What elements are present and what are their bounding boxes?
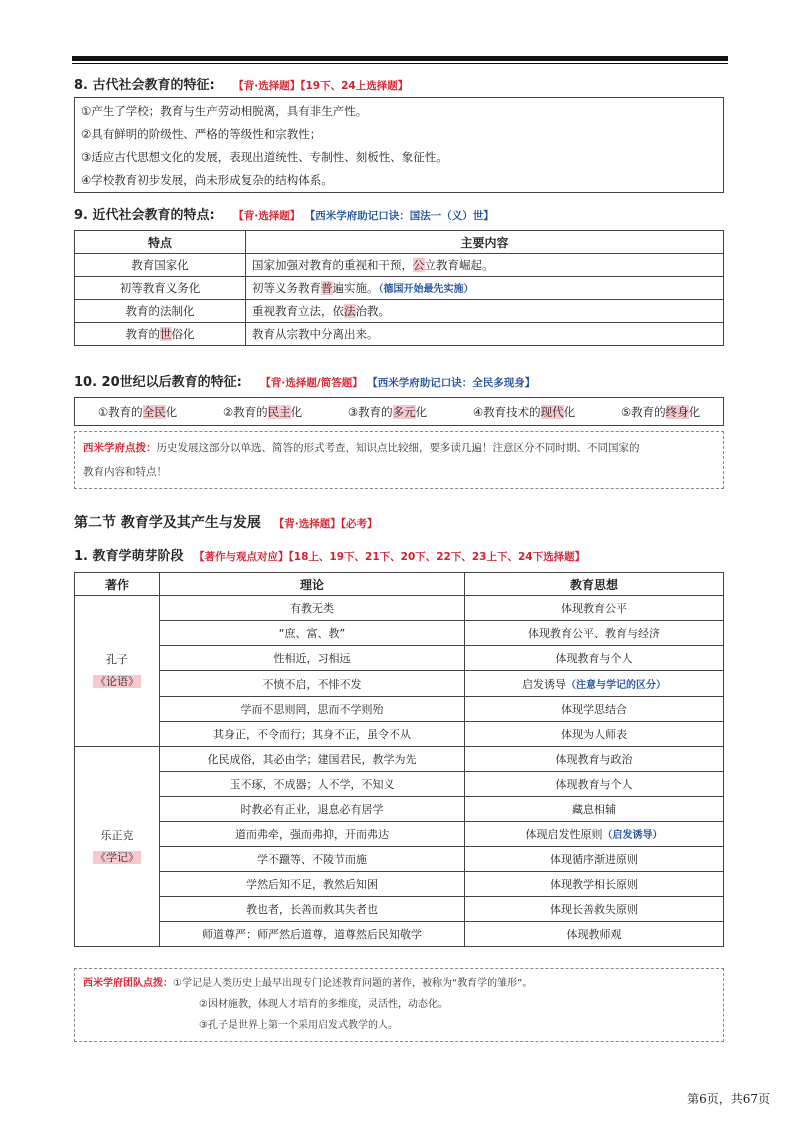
feature-cell: 教育国家化 [75, 254, 246, 277]
table-row [75, 772, 724, 797]
author-name: 孔子 [106, 653, 128, 666]
idea-cell: 体现教育与个人 [465, 646, 724, 671]
idea-cell: 体现教师观 [465, 922, 724, 947]
work-cell-kongzi [75, 596, 160, 747]
trait-item: ④教育技术的现代化 [472, 404, 576, 419]
theory-cell: 性相近，习相远 [160, 646, 465, 671]
s9-mnemonic: 【西米学府助记口诀：国法一（义）世】 [304, 210, 494, 222]
tip-text: ③孔子是世界上第一个采用启发式教学的人。 [199, 1020, 398, 1031]
idea-cell: 体现学思结合 [465, 696, 724, 721]
author-name: 乐正克 [100, 828, 134, 842]
s8-item: ③适应古代思想文化的发展，表现出道统性、专制性、刻板性、象征性。 [81, 150, 448, 164]
theory-cell: 时教必有正业，退息必有居学 [160, 797, 465, 822]
idea-cell: 体现教育与个人 [465, 772, 724, 797]
s8-tag: 【背·选择题】【19下、24上选择题】 [233, 80, 409, 92]
s1-table [74, 572, 724, 947]
col-idea: 教育思想 [465, 573, 724, 596]
s8-heading [74, 74, 408, 93]
theory-cell: 学而不思则罔，思而不学则殆 [160, 696, 465, 721]
tip-text: 教育内容和特点！ [83, 466, 167, 478]
s8-title: 8. 古代社会教育的特征: [74, 78, 215, 93]
content-cell: 教育从宗教中分离出来。 [246, 323, 724, 346]
trait-item: ②教育的民主化 [222, 404, 303, 419]
theory-cell: 教也者，长善而救其失者也 [160, 897, 465, 922]
note-text: （启发诱导） [602, 830, 663, 841]
table-row [75, 696, 724, 721]
content-cell: 国家加强对教育的重视和干预，公立教育崛起。 [246, 254, 724, 277]
s1-tag: 【著作与观点对应】【18上、19下、21下、20下、22下、23上下、24下选择题】 [194, 551, 586, 563]
book-title: 《学记》 [95, 850, 139, 864]
s9-table [74, 230, 724, 346]
trait-item: ①教育的全民化 [97, 404, 178, 419]
theory-cell: 化民成俗，其必由学；建国君民，教学为先 [160, 747, 465, 772]
s8-item: ④学校教育初步发展，尚未形成复杂的结构体系。 [81, 173, 333, 187]
feature-cell: 教育的法制化 [75, 300, 246, 323]
s8-box [74, 97, 724, 193]
s10-heading [74, 371, 535, 390]
theory-cell: 学不躐等、不陵节而施 [160, 847, 465, 872]
idea-cell: 体现长善救失原则 [465, 897, 724, 922]
theory-cell: 师道尊严：师严然后道尊，道尊然后民知敬学 [160, 922, 465, 947]
s9-tag: 【背·选择题】 [233, 210, 301, 222]
idea-cell: 体现为人师表 [465, 721, 724, 746]
s1-title: 1. 教育学萌芽阶段 [74, 549, 184, 564]
idea-cell: 启发诱导（注意与学记的区分） [465, 671, 724, 696]
content-cell: 初等义务教育普遍实施。（德国开始最先实施） [246, 277, 724, 300]
s10-mnemonic: 【西米学府助记口诀：全民多现身】 [367, 377, 536, 389]
s1-heading [74, 545, 585, 564]
s8-item: ①产生了学校；教育与生产劳动相脱离，具有非生产性。 [81, 104, 368, 118]
idea-cell: 体现教育公平 [465, 596, 724, 621]
idea-cell: 藏息相辅 [465, 797, 724, 822]
tip-label: 西米学府点拨： [83, 442, 157, 454]
table-row [75, 621, 724, 646]
table-header [75, 573, 724, 596]
section-title: 第二节 教育学及其产生与发展 【背·选择题】【必考】 [74, 515, 378, 531]
work-cell-yuezheng [75, 747, 160, 947]
table-row [75, 254, 724, 277]
s10-traits [74, 397, 724, 426]
col-theory: 理论 [160, 573, 465, 596]
idea-cell: 体现教学相长原则 [465, 872, 724, 897]
table-row [75, 671, 724, 696]
note-text: （注意与学记的区分） [566, 679, 666, 691]
header-rule-thin [72, 63, 728, 64]
s10-tag: 【背·选择题/简答题】 [260, 377, 363, 389]
table-row [75, 277, 724, 300]
theory-cell: 有教无类 [160, 596, 465, 621]
table-row [75, 847, 724, 872]
theory-cell: “庶、富、教” [160, 621, 465, 646]
s8-item: ②具有鲜明的阶级性、严格的等级性和宗教性； [81, 127, 322, 141]
trait-item: ⑤教育的终身化 [620, 404, 701, 419]
table-row [75, 747, 724, 772]
note-text: （德国开始最先实施） [378, 284, 474, 295]
s1-tip [74, 968, 724, 1042]
theory-cell: 玉不琢，不成器；人不学，不知义 [160, 772, 465, 797]
s10-tip [74, 431, 724, 489]
book-title: 《论语》 [95, 675, 139, 688]
table-row [75, 897, 724, 922]
feature-cell: 初等教育义务化 [75, 277, 246, 300]
table-row [75, 822, 724, 847]
content-cell: 重视教育立法，依法治教。 [246, 300, 724, 323]
s10-title: 10. 20世纪以后教育的特征: [74, 375, 242, 390]
col-content: 主要内容 [246, 231, 724, 254]
theory-cell: 其身正，不令而行；其身不正，虽令不从 [160, 721, 465, 746]
trait-item: ③教育的多元化 [347, 404, 428, 419]
table-row [75, 721, 724, 746]
feature-cell: 教育的世俗化 [75, 323, 246, 346]
table-row [75, 872, 724, 897]
tip-text: 历史发展这部分以单选、简答的形式考查，知识点比较细，要多读几遍！注意区分不同时期、不同国家的 [156, 442, 640, 454]
tip-text: ②因材施教，体现人才培育的多维度，灵活性，动态化。 [199, 999, 448, 1010]
table-row [75, 922, 724, 947]
tip-text: ①学记是人类历史上最早出现专门论述教育问题的著作，被称为“教育学的雏形”。 [173, 978, 533, 989]
table-row [75, 596, 724, 621]
tip-label: 西米学府团队点拨： [83, 978, 173, 989]
idea-cell: 体现循序渐进原则 [465, 847, 724, 872]
header-rule [72, 56, 728, 61]
theory-cell: 学然后知不足，教然后知困 [160, 872, 465, 897]
s9-heading [74, 204, 494, 223]
table-row [75, 300, 724, 323]
s9-title: 9. 近代社会教育的特点: [74, 208, 215, 223]
idea-cell: 体现启发性原则（启发诱导） [465, 822, 724, 847]
idea-cell: 体现教育与政治 [465, 747, 724, 772]
table-row [75, 323, 724, 346]
table-row [75, 797, 724, 822]
theory-cell: 道而弗牵，强而弗抑，开而弗达 [160, 822, 465, 847]
idea-cell: 体现教育公平、教育与经济 [465, 621, 724, 646]
table-row [75, 646, 724, 671]
section-tag: 【背·选择题】【必考】 [273, 518, 378, 530]
col-work: 著作 [75, 573, 160, 596]
table-header [75, 231, 724, 254]
col-feature: 特点 [75, 231, 246, 254]
page-number: 第6页，共67页 [687, 1092, 770, 1106]
theory-cell: 不愤不启，不悱不发 [160, 671, 465, 696]
